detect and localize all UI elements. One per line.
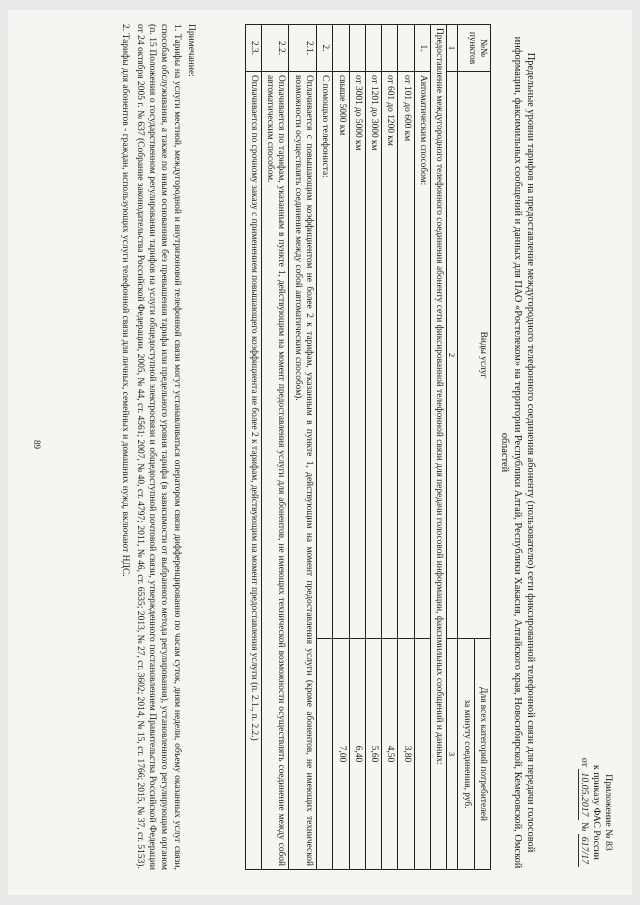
note-item: 1. Тарифы на услуги местной, междугородной и внутризоновой телефонной связи могут устанавливаться оператором связи дифференцированно по часам суток, дням недели, объему оказанных услуг связи, способам обслуживания, а также по иным основаниям без превышения тарифа или предельного уровня тарифа (в зависимости от выбранного метода регулирования), установленного регулирующим органом (п. 15 Положения о государственном регулировании тарифов на услуги общедоступной электросвязи и общедоступной почтовой связи, утвержденного постановлением Правительства Российской Федерации от 24 октября 2005 г. № 637 (Собрание законодательства Российской Федерации, 2005, № 44, ст. 4561; 2007, № 40, ст. 4797; 2011, № 46, ст. 6535; 2013, № 27, ст. 3602; 2014, № 15, ст. 1766; 2015, № 37, ст. 5153). (134, 24, 182, 870)
row-num: 2.3. (245, 25, 261, 72)
table-row (245, 25, 261, 870)
row-value: 3,80 (398, 639, 414, 870)
row-num: 1. (414, 25, 430, 72)
number-prefix: № (579, 821, 591, 832)
row-text: С помощью телефониста: (317, 72, 333, 639)
order-reference: к приказу ФАС России (591, 765, 603, 860)
row-value: 7,00 (333, 639, 349, 870)
notes-section (117, 24, 197, 870)
order-number: 617/17 (578, 834, 591, 867)
section-heading: Предоставление междугородного телефонного соединения абоненту сети фиксированной телефонной связи для передачи голосовой информации, факсимильных сообщений и данных: (430, 25, 446, 870)
column-index: 3 (447, 639, 458, 870)
column-index-row (447, 25, 458, 870)
row-value (414, 639, 430, 870)
table-row (289, 25, 317, 870)
order-date: 10.05.2017 (578, 769, 591, 819)
row-text: от 3001 до 5000 км (349, 72, 365, 639)
page-number: 89 (32, 440, 42, 449)
header-tariff: Для всех категорий потребителей (474, 639, 490, 870)
row-text: от 101 до 600 км (398, 72, 414, 639)
row-value: 4,50 (382, 639, 398, 870)
scanned-page (8, 10, 632, 895)
document-title: Предельные уровни тарифов на предоставление междугородного телефонного соединения абоненту (пользователю) сети фиксированной телефонной связи для передачи голосовой информации, факсимильных сообщений и данных для ПАО «Ростелеком» на территории Республики Алтай, Республики Хакасия, Алтайского края, Новосибирской, Кемеровской, Омской областей (499, 36, 536, 869)
header-num: №№ пунктов (458, 25, 491, 72)
row-num: 2.1. (289, 25, 317, 72)
row-text: Автоматическим способом: (414, 72, 430, 639)
table-row (382, 25, 398, 870)
row-text: Оплачивается с повышающим коэффициентом не более 2 к тарифам, указанным в пункте 1, действующим на момент предоставления услуги (кроме абонентов, не имеющих технической возможности осуществлять соединение между собой автоматическим способом). (289, 72, 317, 870)
row-value: 5,60 (365, 639, 381, 870)
header-service: Виды услуг (458, 72, 491, 639)
row-num (365, 25, 381, 72)
row-text: от 601 до 1200 км (382, 72, 398, 639)
table-row (349, 25, 365, 870)
row-num (333, 25, 349, 72)
table-header-row (474, 25, 490, 870)
appendix-header (578, 758, 614, 867)
section-row (430, 25, 446, 870)
date-prefix: от (579, 757, 591, 767)
column-index: 1 (447, 25, 458, 72)
row-num (382, 25, 398, 72)
row-value (317, 639, 333, 870)
notes-heading: Примечание: (186, 24, 196, 77)
table-row (261, 25, 289, 870)
order-date-line (578, 758, 591, 867)
rotated-document (8, 10, 632, 895)
row-num (349, 25, 365, 72)
note-item: 2. Тарифы для абонентов - граждан, использующих услуги телефонной связи для личных, семейных и домашних нужд, включают НДС. (120, 24, 131, 577)
table-row (333, 25, 349, 870)
tariff-table (245, 24, 491, 870)
row-text: Оплачивается по тарифам, указанным в пункте 1, действующим на момент предоставления услуги для абонентов, не имеющих технической возможности осуществлять соединение между собой автоматическим способом. (261, 72, 289, 870)
table-row (317, 25, 333, 870)
row-text: свыше 5000 км (333, 72, 349, 639)
table-row (398, 25, 414, 870)
row-text: от 1201 до 3000 км (365, 72, 381, 639)
table-row (365, 25, 381, 870)
row-num: 2. (317, 25, 333, 72)
table-row (414, 25, 430, 870)
row-value: 6,40 (349, 639, 365, 870)
header-unit: за минуту соединения, руб. (458, 639, 474, 870)
appendix-number: Приложение № 83 (603, 774, 614, 851)
row-num (398, 25, 414, 72)
column-index: 2 (447, 72, 458, 639)
row-text: Оплачивается по срочному заказу с применением повышающего коэффициента не более 2 к тарифам, действующим на момент предоставления услуги (п. 2.1., п. 2.2.) (245, 72, 261, 870)
row-num: 2.2. (261, 25, 289, 72)
